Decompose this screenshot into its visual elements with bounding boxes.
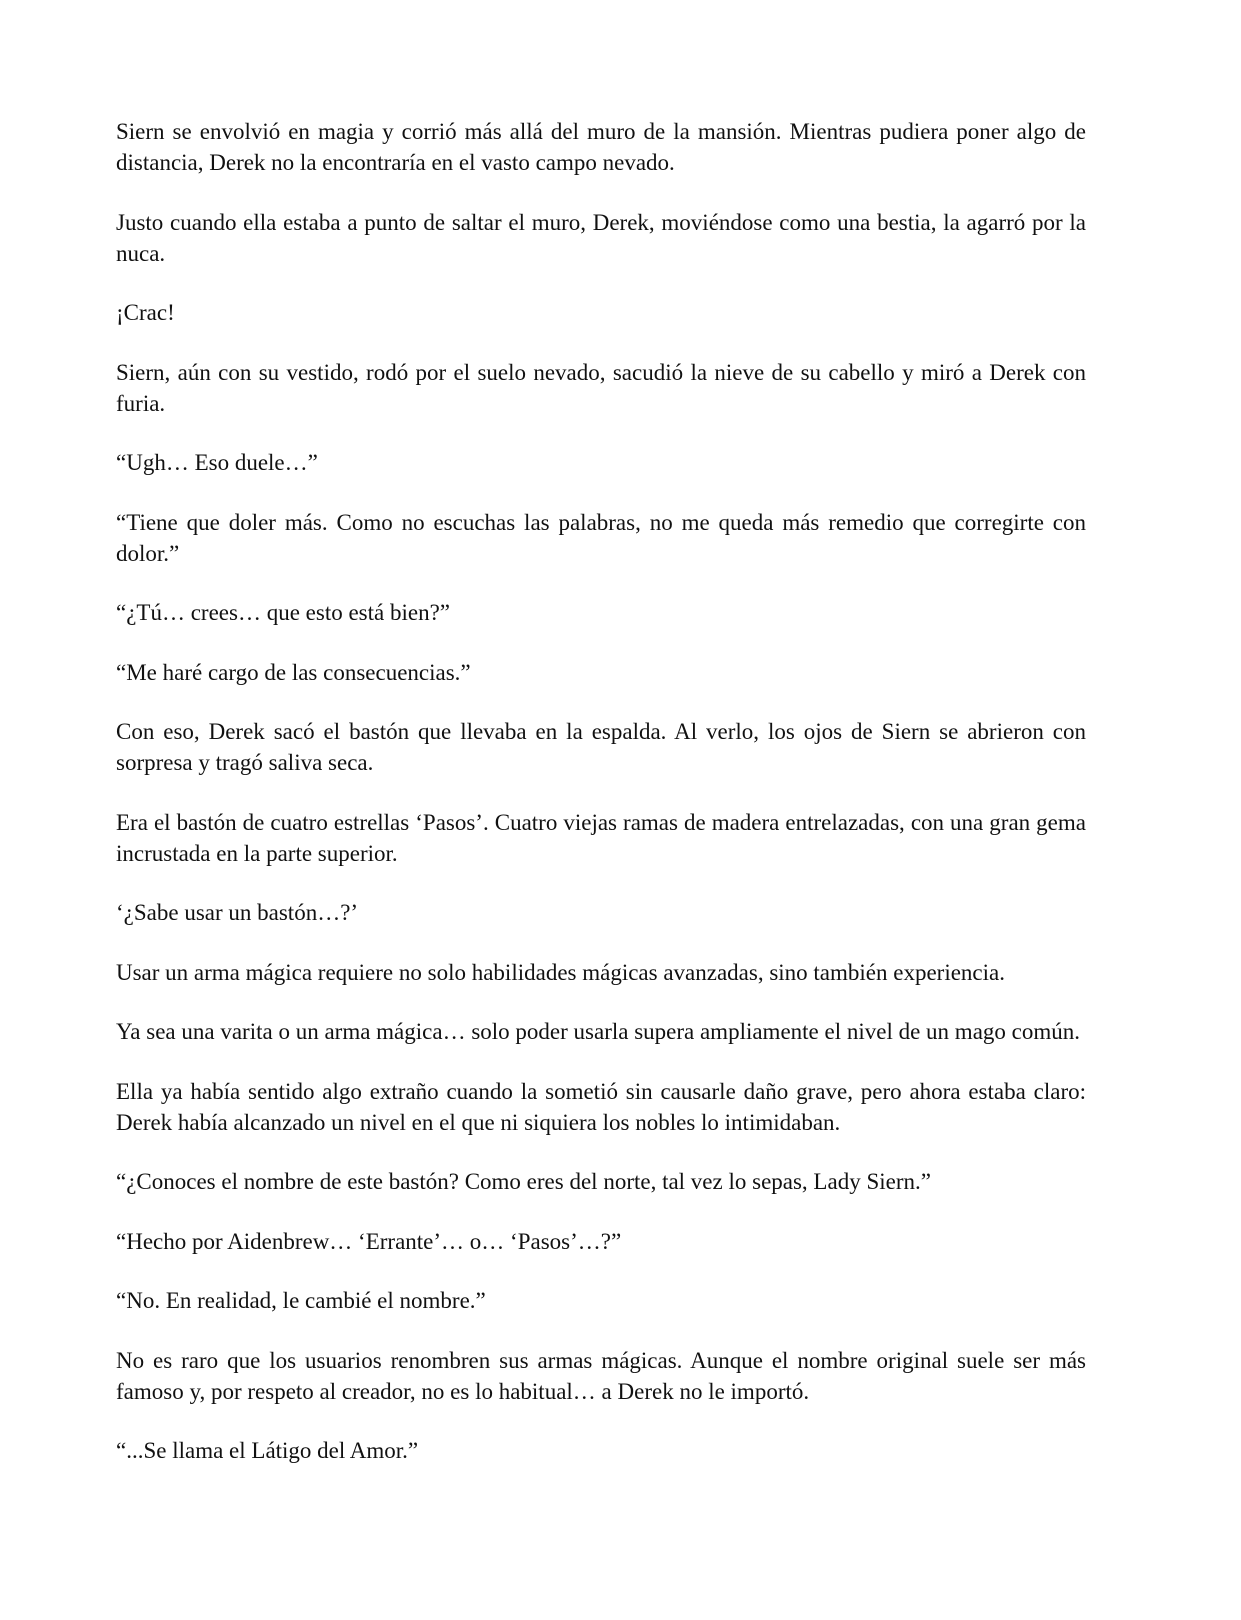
paragraph: “Ugh… Eso duele…” xyxy=(116,450,318,475)
paragraph: Justo cuando ella estaba a punto de saltar el muro, Derek, moviéndose como una bestia, la agarró por la nuca. xyxy=(116,209,1086,266)
paragraph: “¿Tú… crees… que esto está bien?” xyxy=(116,600,450,625)
paragraph: ‘¿Sabe usar un bastón…?’ xyxy=(116,900,359,925)
paragraph: ¡Crac! xyxy=(116,300,175,325)
paragraph: “Me haré cargo de las consecuencias.” xyxy=(116,659,471,685)
paragraph: Con eso, Derek sacó el bastón que llevaba en la espalda. Al verlo, los ojos de Siern se abrieron con sorpresa y tragó saliva seca. xyxy=(116,719,1086,775)
paragraph: “...Se llama el Látigo del Amor.” xyxy=(116,1438,419,1463)
paragraph: “¿Conoces el nombre de este bastón? Como eres del norte, tal vez lo sepas, Lady Siern.” xyxy=(116,1169,931,1194)
paragraph: “No. En realidad, le cambié el nombre.” xyxy=(116,1288,486,1313)
paragraph: Usar un arma mágica requiere no solo habilidades mágicas avanzadas, sino también experiencia. xyxy=(116,959,1005,985)
paragraph: Ella ya había sentido algo extraño cuando la sometió sin causarle daño grave, pero ahora estaba claro: Derek había alcanzado un nivel en el que ni siquiera los nobles lo intimidaban. xyxy=(116,1078,1086,1135)
paragraph: Siern se envolvió en magia y corrió más allá del muro de la mansión. Mientras pudiera poner algo de distancia, Derek no la encontraría en el vasto campo nevado. xyxy=(116,119,1086,175)
paragraph: “Hecho por Aidenbrew… ‘Errante’… o… ‘Pasos’…?” xyxy=(116,1228,622,1254)
paragraph: “Tiene que doler más. Como no escuchas las palabras, no me queda más remedio que corregirte con dolor.” xyxy=(116,509,1086,566)
paragraph: Siern, aún con su vestido, rodó por el suelo nevado, sacudió la nieve de su cabello y miró a Derek con furia. xyxy=(116,359,1086,416)
paragraph: No es raro que los usuarios renombren sus armas mágicas. Aunque el nombre original suele ser más famoso y, por respeto al creador, no es lo habitual… a Derek no le importó. xyxy=(116,1347,1086,1404)
document-body xyxy=(116,116,1086,1466)
paragraph: Era el bastón de cuatro estrellas ‘Pasos’. Cuatro viejas ramas de madera entrelazadas, con una gran gema incrustada en la parte superior. xyxy=(116,809,1086,866)
paragraph: Ya sea una varita o un arma mágica… solo poder usarla supera ampliamente el nivel de un mago común. xyxy=(116,1019,1081,1044)
